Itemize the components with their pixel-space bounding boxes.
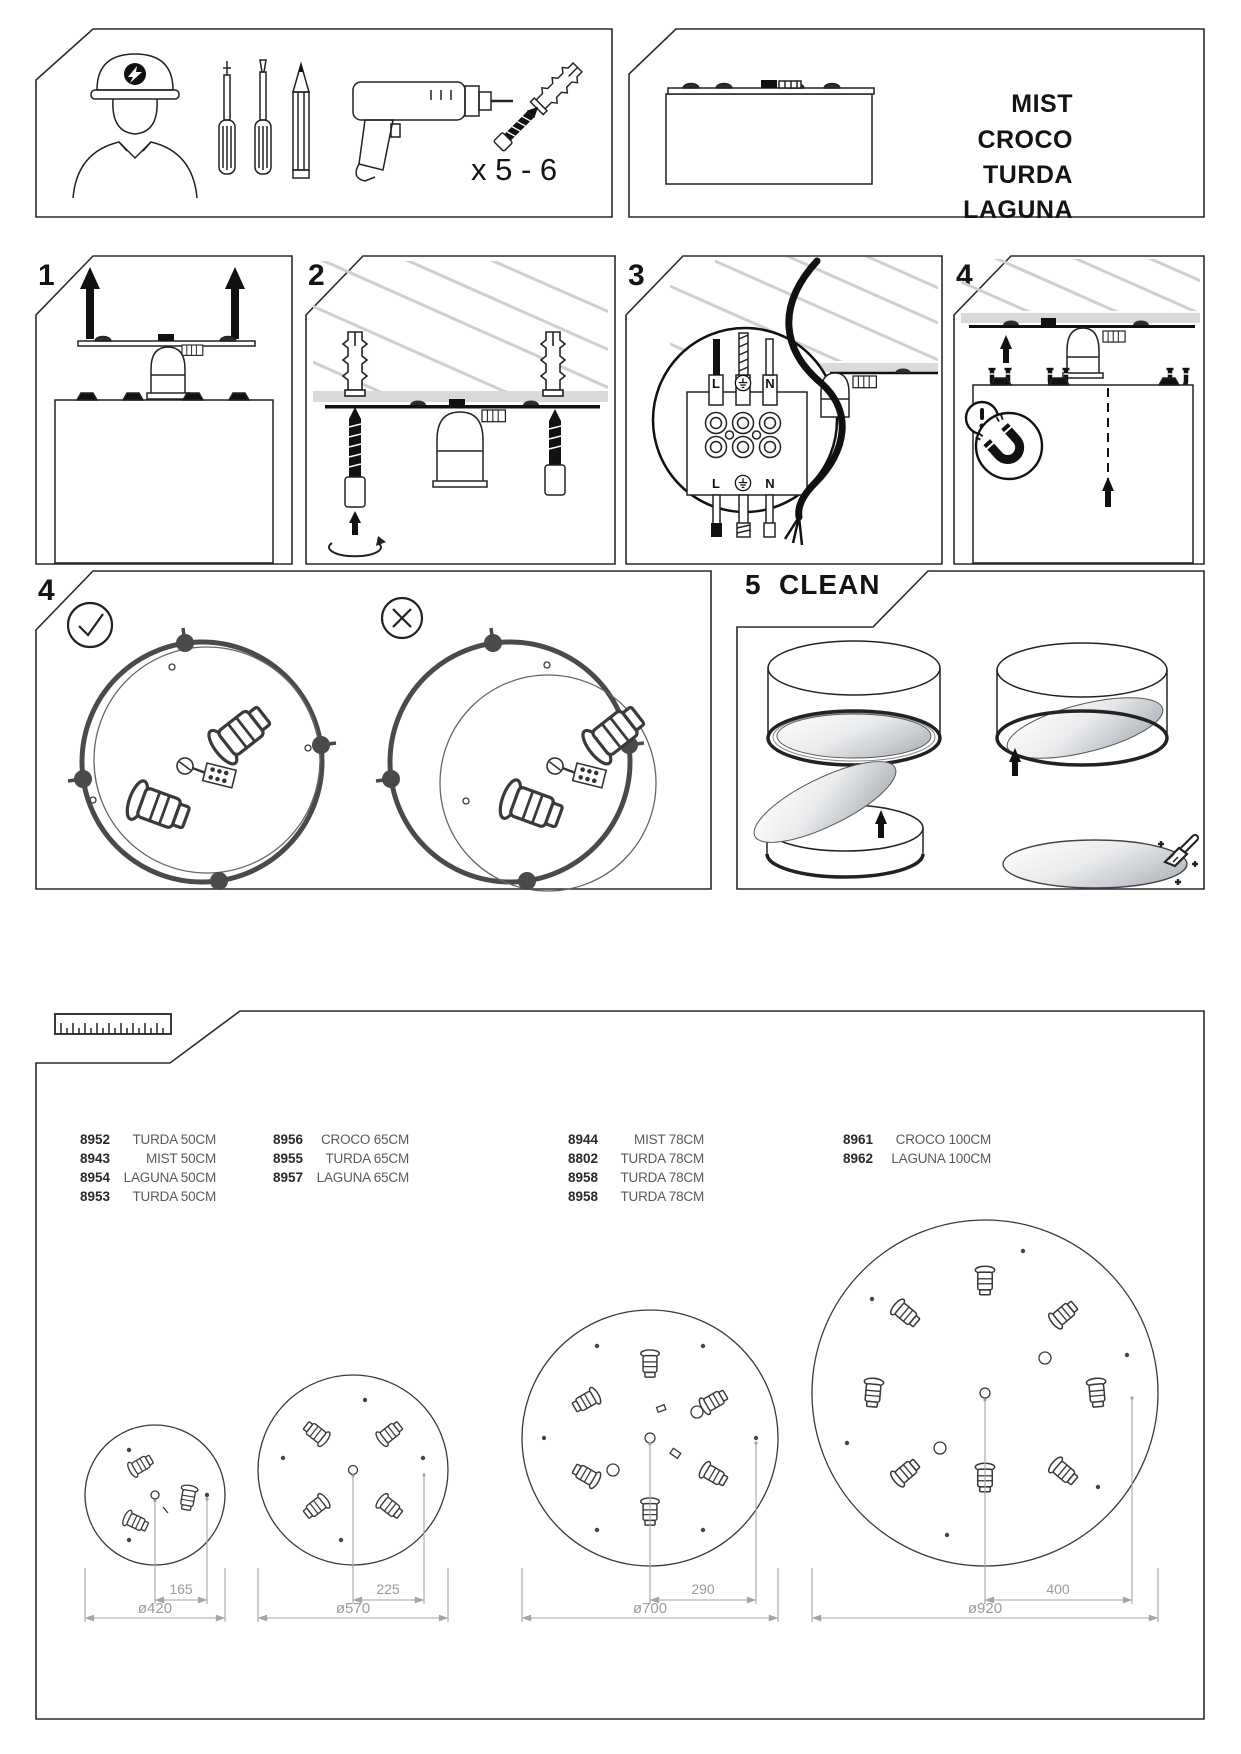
product-column-50cm xyxy=(80,1132,216,1208)
mounting-diagram-570 xyxy=(258,1375,448,1622)
plug-count-label: x 5 - 6 xyxy=(471,152,558,187)
product-name: TURDA 78CM xyxy=(620,1151,704,1166)
earth-ground-icon xyxy=(735,475,750,490)
neutral-label: N xyxy=(765,376,775,391)
product-row xyxy=(273,1170,409,1189)
lamp-side-view xyxy=(666,80,874,184)
step-number: 3 xyxy=(628,259,645,292)
product-row xyxy=(843,1132,991,1151)
product-code: 8954 xyxy=(80,1170,111,1185)
clean-step-number: 5 xyxy=(745,569,762,600)
product-column-78cm xyxy=(568,1132,704,1208)
drum-lamp-diffuser-lifting xyxy=(997,643,1168,776)
product-code: 8961 xyxy=(843,1132,874,1147)
brand-name: MIST xyxy=(1011,90,1073,118)
product-code: 8962 xyxy=(843,1151,874,1166)
spacing-dimension: 165 xyxy=(169,1581,193,1597)
product-code: 8952 xyxy=(80,1132,111,1147)
product-name: MIST 78CM xyxy=(634,1132,704,1147)
step-number: 4 xyxy=(38,574,55,607)
product-row xyxy=(843,1151,991,1170)
product-row xyxy=(273,1151,409,1170)
pencil-icon xyxy=(293,64,309,178)
product-name: LAGUNA 65CM xyxy=(316,1170,409,1185)
spacing-dimension: 225 xyxy=(376,1581,400,1597)
diameter-dimension: ø920 xyxy=(967,1600,1003,1617)
live-label: L xyxy=(712,376,720,391)
screwdriver-flat-icon xyxy=(255,60,271,174)
mounting-diagram-700 xyxy=(522,1310,778,1622)
bulb-socket-icon xyxy=(496,777,566,835)
product-row xyxy=(568,1189,704,1208)
product-code: 8957 xyxy=(273,1170,304,1185)
x-circle-icon xyxy=(382,598,422,638)
mounting-bracket xyxy=(78,334,255,399)
step-number: 2 xyxy=(308,259,325,292)
wire-neutral xyxy=(766,339,773,375)
brand-name: LAGUNA xyxy=(963,196,1073,224)
wire-stubs xyxy=(711,495,775,537)
lamp-interior-correct xyxy=(68,628,336,890)
drum-lamp-closed xyxy=(768,641,940,765)
diffuser-cleaning xyxy=(1003,838,1198,888)
wall-plug-icon xyxy=(541,332,565,396)
spacing-dimension: 290 xyxy=(691,1581,715,1597)
product-code: 8958 xyxy=(568,1170,599,1185)
product-row xyxy=(80,1170,216,1189)
diameter-dimension: ø420 xyxy=(137,1600,173,1617)
lamp-holder xyxy=(1063,328,1103,378)
product-name: TURDA 50CM xyxy=(132,1189,216,1204)
brand-name: CROCO xyxy=(977,126,1073,154)
product-row xyxy=(80,1132,216,1151)
bulb-socket-icon xyxy=(578,699,650,768)
lamp-body xyxy=(55,393,273,563)
panel-clean xyxy=(727,570,1205,890)
diameter-dimension: ø700 xyxy=(632,1600,668,1617)
product-column-65cm xyxy=(273,1132,409,1189)
product-name: TURDA 78CM xyxy=(620,1170,704,1185)
panel-step-4 xyxy=(953,255,1205,565)
product-code: 8955 xyxy=(273,1151,304,1166)
panel-product xyxy=(628,28,1205,224)
check-circle-icon xyxy=(68,603,112,647)
product-name: LAGUNA 50CM xyxy=(123,1170,216,1185)
lift-arrows xyxy=(80,267,245,339)
product-name: TURDA 50CM xyxy=(132,1132,216,1147)
product-code: 8802 xyxy=(568,1151,599,1166)
panel-sizes xyxy=(35,1010,1205,1720)
lamp-holder xyxy=(433,412,487,487)
product-name: TURDA 78CM xyxy=(620,1189,704,1204)
wall-plug-icon xyxy=(491,60,585,154)
product-name: CROCO 100CM xyxy=(895,1132,991,1147)
product-name: LAGUNA 100CM xyxy=(891,1151,991,1166)
panel-step-4-detail xyxy=(35,570,712,890)
step-number: 1 xyxy=(38,259,55,292)
rotate-arrow-icon xyxy=(329,511,386,556)
screw-icon xyxy=(345,407,365,507)
product-code: 8953 xyxy=(80,1189,111,1204)
brand-name: TURDA xyxy=(983,161,1073,189)
ceiling-band xyxy=(961,313,1200,323)
brand-list xyxy=(963,90,1073,224)
product-row xyxy=(568,1132,704,1151)
wire-live xyxy=(713,339,720,375)
panel-step-3 xyxy=(625,255,943,565)
mounting-diagram-420 xyxy=(85,1425,225,1622)
lift-arrow xyxy=(1000,335,1012,363)
product-row xyxy=(568,1151,704,1170)
step-number: 4 xyxy=(956,259,973,292)
wire-earth xyxy=(739,333,748,375)
panel-tools xyxy=(35,28,613,218)
product-row xyxy=(80,1189,216,1208)
product-code: 8943 xyxy=(80,1151,111,1166)
lamp-interior-incorrect xyxy=(376,628,656,891)
bulb-socket-icon xyxy=(123,778,193,836)
ruler-icon xyxy=(55,1014,171,1034)
product-code: 8944 xyxy=(568,1132,599,1147)
panel-border xyxy=(629,29,1204,217)
product-row xyxy=(80,1151,216,1170)
product-code: 8956 xyxy=(273,1132,304,1147)
live-label: L xyxy=(712,476,720,491)
panel-step-1 xyxy=(35,255,293,565)
mounting-diagram-920 xyxy=(812,1220,1158,1622)
panel-step-2 xyxy=(305,255,616,565)
product-code: 8958 xyxy=(568,1189,599,1204)
product-row xyxy=(568,1170,704,1189)
clean-step-label: CLEAN xyxy=(779,569,881,600)
magnet-warning-icon xyxy=(975,413,1042,479)
product-name: CROCO 65CM xyxy=(320,1132,409,1147)
wall-plug-icon xyxy=(343,332,367,396)
earth-ground-icon xyxy=(735,375,750,390)
product-name: MIST 50CM xyxy=(146,1151,216,1166)
spacing-dimension: 400 xyxy=(1046,1581,1070,1597)
screw-icon xyxy=(545,409,565,495)
screwdriver-phillips-icon xyxy=(219,61,235,174)
product-column-100cm xyxy=(843,1132,991,1170)
electrician-icon xyxy=(73,54,197,198)
diameter-dimension: ø570 xyxy=(335,1600,371,1617)
product-row xyxy=(273,1132,409,1151)
neutral-label: N xyxy=(765,476,775,491)
bulb-socket-icon xyxy=(204,699,276,768)
product-name: TURDA 65CM xyxy=(325,1151,409,1166)
